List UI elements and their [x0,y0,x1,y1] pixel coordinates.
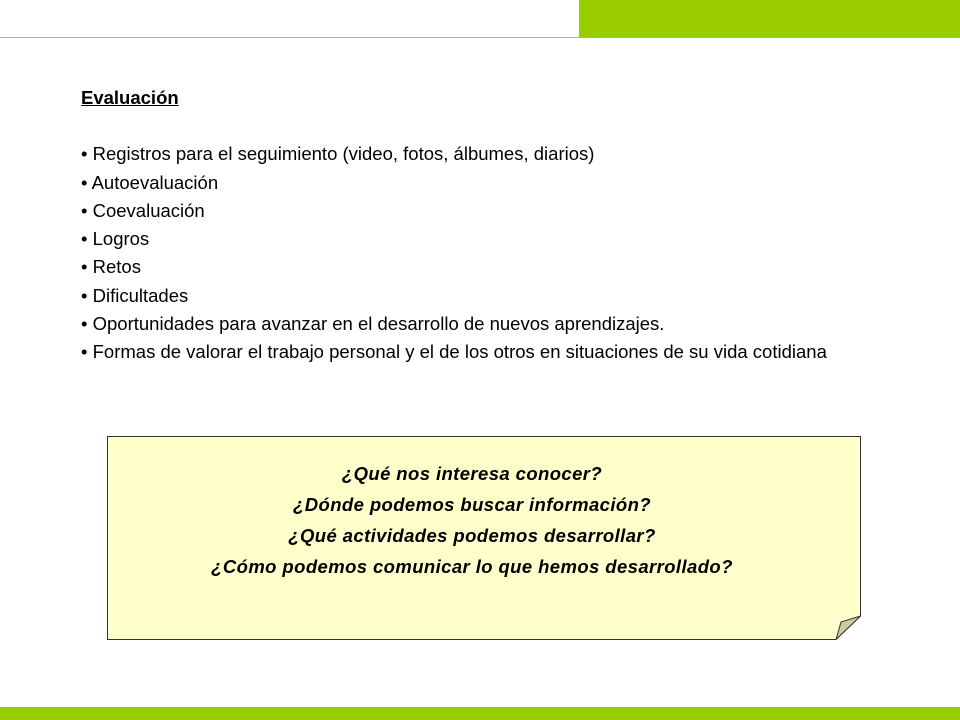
question-line: ¿Qué actividades podemos desarrollar? [288,525,656,546]
bullet-item: • Coevaluación [81,199,205,221]
question-line: ¿Qué nos interesa conocer? [341,463,603,484]
questions-callout [107,436,861,640]
question-line: ¿Cómo podemos comunicar lo que hemos desarrollado? [211,556,733,577]
bullet-item: • Formas de valorar el trabajo personal y el de los otros en situaciones de su vida cotidiana [81,341,827,363]
bullet-item: • Oportunidades para avanzar en el desarrollo de nuevos aprendizajes. [81,313,665,335]
section-heading: Evaluación [81,87,179,108]
evaluation-section [81,84,861,367]
question-line: ¿Dónde podemos buscar información? [293,494,651,515]
header-accent-block [579,0,960,38]
bullet-item: • Registros para el seguimiento (video, fotos, álbumes, diarios) [81,143,595,165]
footer-accent-bar [0,707,960,720]
questions-text [107,458,837,582]
bullet-item: • Autoevaluación [81,171,219,193]
evaluation-bullet-list [81,140,861,366]
bullet-item: • Retos [81,256,141,278]
bullet-item: • Dificultades [81,284,189,306]
bullet-item: • Logros [81,228,150,250]
